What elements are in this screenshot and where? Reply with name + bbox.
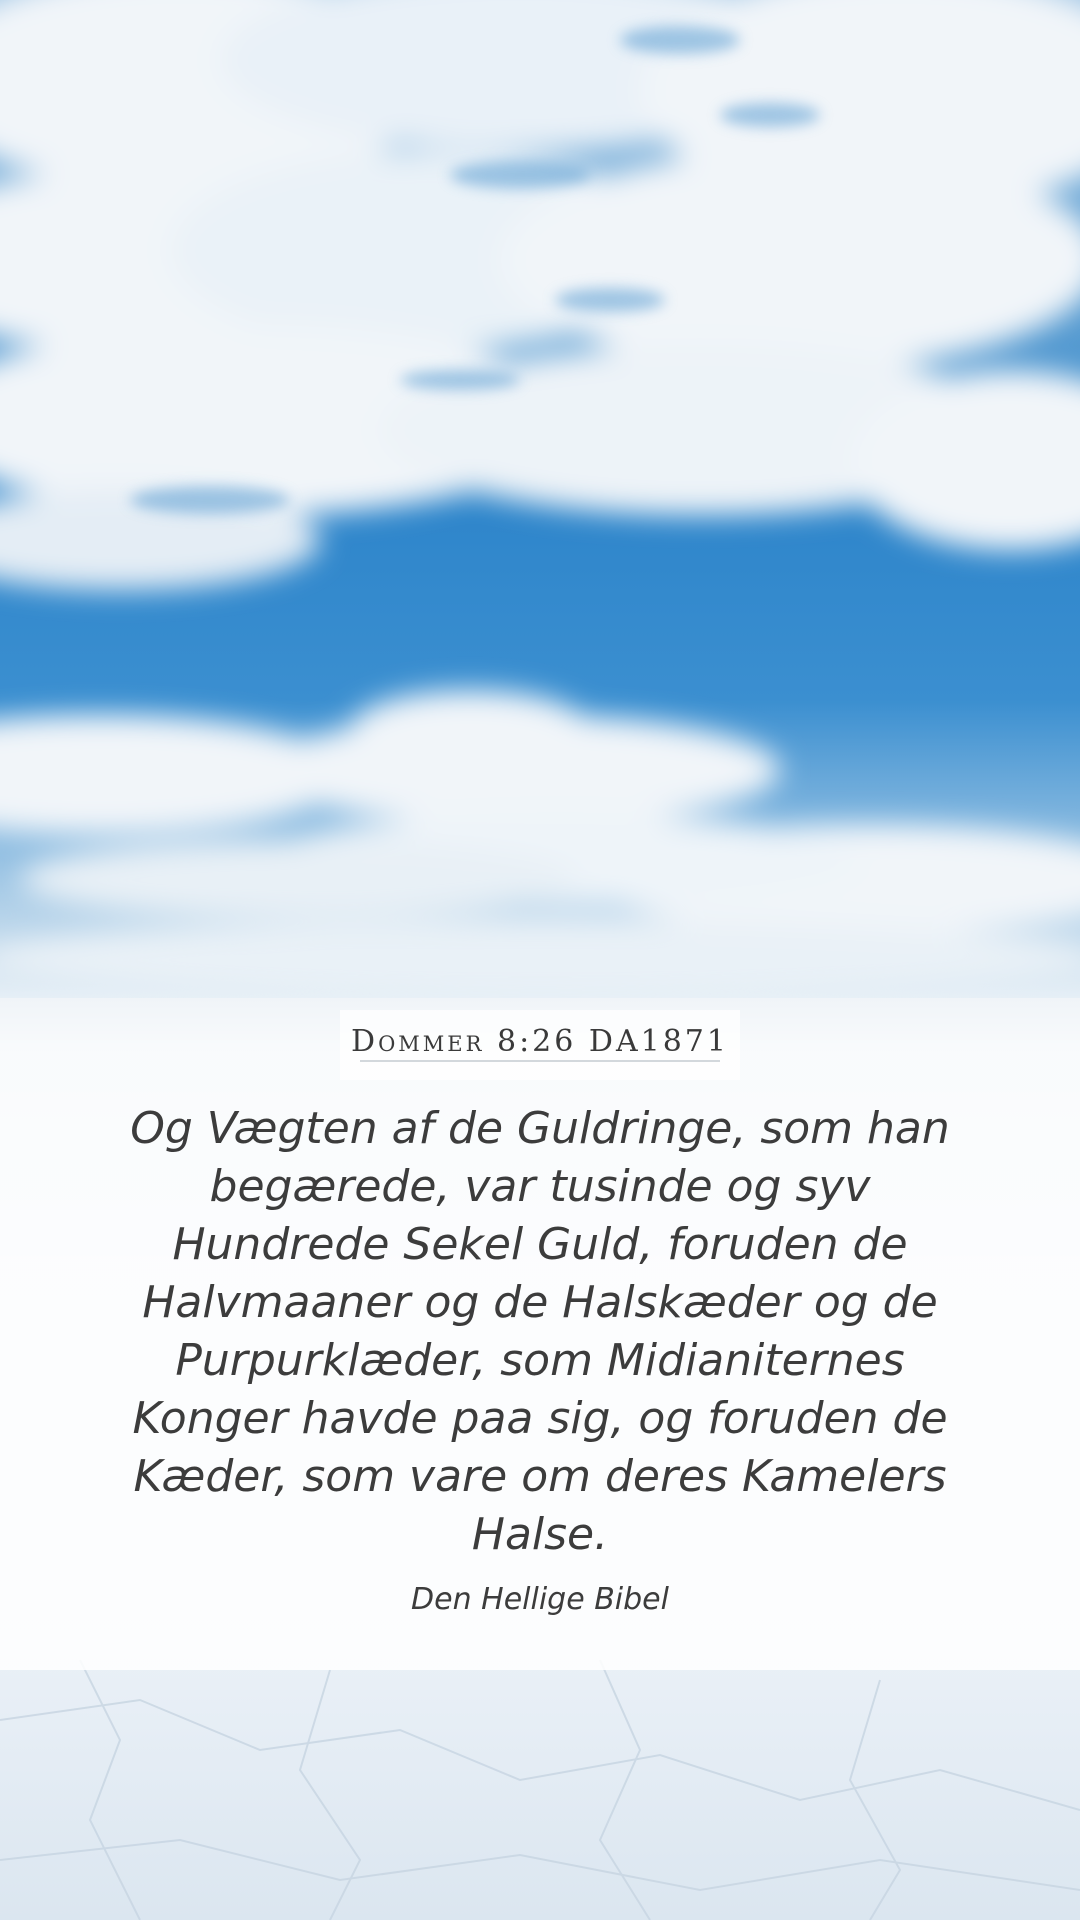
ground-texture	[0, 1660, 1080, 1920]
reference-underline	[360, 1060, 720, 1062]
verse-reference: Dommer 8:26 DA1871	[351, 1024, 729, 1059]
verse-source: Den Hellige Bibel	[411, 1582, 669, 1617]
verse-text: Og Vægten af de Guldringe, som han begærede, var tusinde og syv Hundrede Sekel Guld, foruden de Halvmaaner og de Halskæder og de Purpurklæder, som Midianiternes Konger havde paa sig, og foruden de Kæder, som vare om deres Kamelers Halse.	[130, 1103, 950, 1560]
